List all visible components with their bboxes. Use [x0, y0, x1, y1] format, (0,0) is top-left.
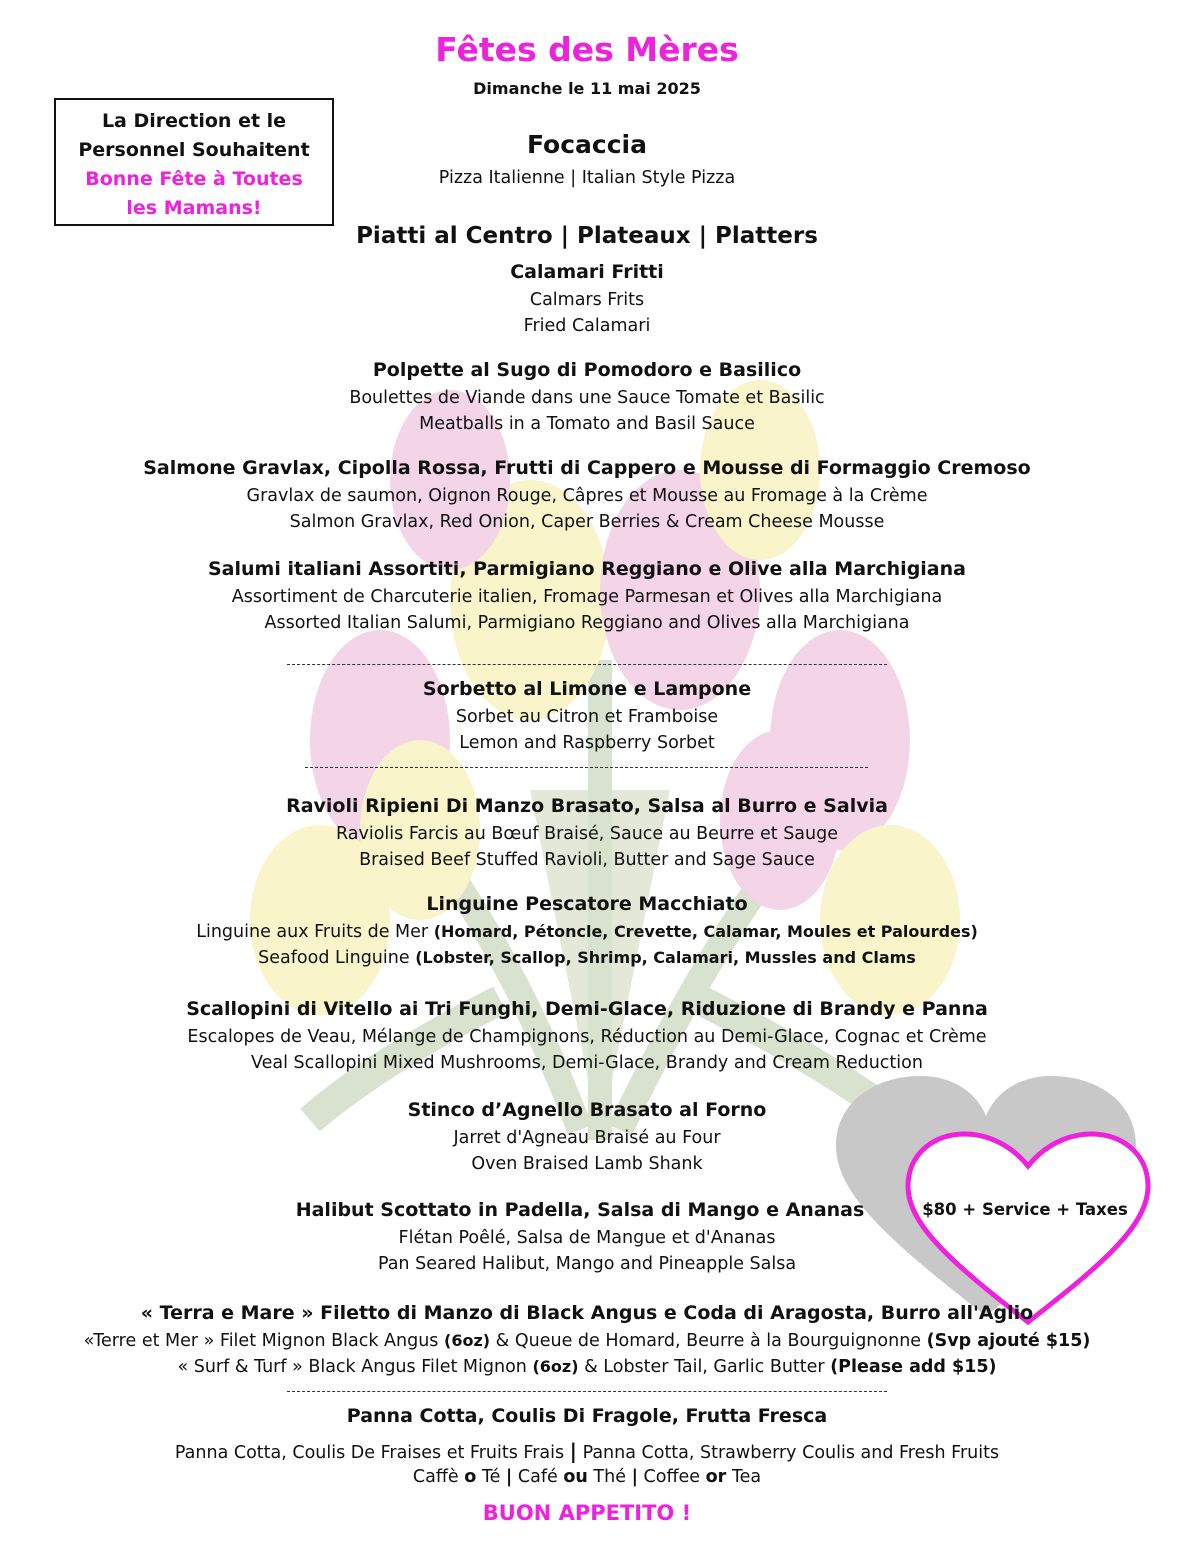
- separator: |: [505, 1467, 513, 1487]
- surf-fr-a: «Terre et Mer » Filet Mignon Black Angus: [83, 1331, 439, 1351]
- greeting-line: La Direction et le: [101, 110, 287, 132]
- dish-en: [0, 1357, 1174, 1377]
- dish-name: Scallopini di Vitello ai Tri Funghi, Demi-Glace, Riduzione di Brandy e Panna: [186, 998, 988, 1020]
- surf-fr-b: (6oz): [444, 1331, 491, 1350]
- dish-en: Oven Braised Lamb Shank: [471, 1154, 703, 1174]
- footer-greeting: BUON APPETITO !: [482, 1501, 692, 1525]
- coffee-en: Coffee: [643, 1467, 701, 1487]
- coffee-fr-tea: Thé: [593, 1467, 626, 1487]
- surf-fr-d: (Svp ajouté $15): [926, 1331, 1091, 1351]
- dish-name: Halibut Scottato in Padella, Salsa di Mango e Ananas: [295, 1199, 865, 1221]
- surf-en-a: « Surf & Turf » Black Angus Filet Mignon: [177, 1357, 527, 1377]
- separator: |: [569, 1439, 577, 1463]
- surf-en-c: & Lobster Tail, Garlic Butter: [584, 1357, 825, 1377]
- dish-en: Lemon and Raspberry Sorbet: [459, 733, 715, 753]
- dish-name: Salmone Gravlax, Cipolla Rossa, Frutti di Cappero e Mousse di Formaggio Cremoso: [143, 457, 1031, 479]
- dish-fr: Raviolis Farcis au Bœuf Braisé, Sauce au Beurre et Sauge: [335, 824, 838, 844]
- separator: |: [631, 1467, 638, 1487]
- coffee-or: o: [464, 1467, 477, 1487]
- greeting-line: les Mamans!: [126, 197, 262, 219]
- focaccia-desc: Pizza Italienne | Italian Style Pizza: [438, 168, 736, 188]
- dish-fr: Escalopes de Veau, Mélange de Champignons, Réduction au Demi-Glace, Cognac et Crème: [187, 1027, 987, 1047]
- dish-name: Calamari Fritti: [510, 261, 664, 283]
- surf-en-d: (Please add $15): [830, 1357, 997, 1377]
- surf-en-b: (6oz): [532, 1357, 579, 1376]
- dish-fr: Flétan Poêlé, Salsa de Mangue et d'Ananas: [398, 1228, 776, 1248]
- dish-name: Salumi italiani Assortiti, Parmigiano Reggiano e Olive alla Marchigiana: [208, 558, 966, 580]
- dish-fr: Calmars Frits: [529, 290, 645, 310]
- coffee-or: ou: [563, 1467, 588, 1487]
- greeting-line: Bonne Fête à Toutes: [85, 168, 303, 190]
- divider: [305, 767, 868, 768]
- focaccia-title: Focaccia: [526, 130, 647, 159]
- dish-fr: Boulettes de Viande dans une Sauce Tomate et Basilic: [349, 388, 825, 408]
- dish-fr: [0, 922, 1174, 942]
- coffee-line: [0, 1467, 1174, 1487]
- dish-en: Veal Scallopini Mixed Mushrooms, Demi-Glace, Brandy and Cream Reduction: [251, 1053, 923, 1073]
- page-title: Fêtes des Mères: [435, 30, 739, 69]
- dish-en-detail: (Lobster, Scallop, Shrimp, Calamari, Mussles and Clams: [415, 948, 916, 967]
- dish-name: « Terra e Mare » Filetto di Manzo di Black Angus e Coda di Aragosta, Burro all'Aglio: [140, 1302, 1034, 1324]
- coffee-en-tea: Tea: [731, 1467, 762, 1487]
- dish-fr-main: Linguine aux Fruits de Mer: [196, 922, 429, 942]
- dish-name: Ravioli Ripieni Di Manzo Brasato, Salsa al Burro e Salvia: [286, 795, 888, 817]
- price-label: $80 + Service + Taxes: [922, 1200, 1128, 1219]
- dish-en: Assorted Italian Salumi, Parmigiano Reggiano and Olives alla Marchigiana: [264, 613, 910, 633]
- dessert-fr: Panna Cotta, Coulis De Fraises et Fruits Frais: [174, 1443, 565, 1463]
- dish-en: Pan Seared Halibut, Mango and Pineapple Salsa: [377, 1254, 797, 1274]
- coffee-it: Caffè: [412, 1467, 459, 1487]
- coffee-fr: Café: [517, 1467, 558, 1487]
- dish-en: [0, 948, 1174, 968]
- dish-fr: Assortiment de Charcuterie italien, Fromage Parmesan et Olives alla Marchigiana: [231, 587, 943, 607]
- dish-fr: [0, 1331, 1174, 1351]
- dessert-desc: [0, 1439, 1174, 1463]
- dish-en: Meatballs in a Tomato and Basil Sauce: [419, 414, 755, 434]
- dessert-name: Panna Cotta, Coulis Di Fragole, Frutta Fresca: [346, 1405, 828, 1427]
- dish-fr: Gravlax de saumon, Oignon Rouge, Câpres et Mousse au Fromage à la Crème: [246, 486, 928, 506]
- greeting-line: Personnel Souhaitent: [78, 139, 310, 161]
- dish-en: Braised Beef Stuffed Ravioli, Butter and Sage Sauce: [359, 850, 815, 870]
- dish-fr: Jarret d'Agneau Braisé au Four: [453, 1128, 721, 1148]
- dish-en: Salmon Gravlax, Red Onion, Caper Berries & Cream Cheese Mousse: [289, 512, 885, 532]
- event-date: Dimanche le 11 mai 2025: [473, 79, 701, 98]
- coffee-it-tea: Té: [481, 1467, 501, 1487]
- dish-name: Sorbetto al Limone e Lampone: [422, 678, 752, 700]
- dish-name: Stinco d’Agnello Brasato al Forno: [407, 1099, 767, 1121]
- dish-fr: Sorbet au Citron et Framboise: [455, 707, 719, 727]
- divider: [287, 664, 887, 665]
- dish-name: Polpette al Sugo di Pomodoro e Basilico: [372, 359, 802, 381]
- dish-en: Fried Calamari: [523, 316, 651, 336]
- surf-fr-c: & Queue de Homard, Beurre à la Bourguignonne: [495, 1331, 922, 1351]
- dish-fr-detail: (Homard, Pétoncle, Crevette, Calamar, Moules et Palourdes): [433, 922, 978, 941]
- dessert-en: Panna Cotta, Strawberry Coulis and Fresh Fruits: [582, 1443, 1000, 1463]
- platters-heading: Piatti al Centro | Plateaux | Platters: [356, 223, 818, 249]
- coffee-or: or: [705, 1467, 727, 1487]
- divider: [287, 1391, 887, 1392]
- dish-name: Linguine Pescatore Macchiato: [426, 893, 748, 915]
- dish-en-main: Seafood Linguine: [258, 948, 410, 968]
- greeting-box: [54, 98, 334, 226]
